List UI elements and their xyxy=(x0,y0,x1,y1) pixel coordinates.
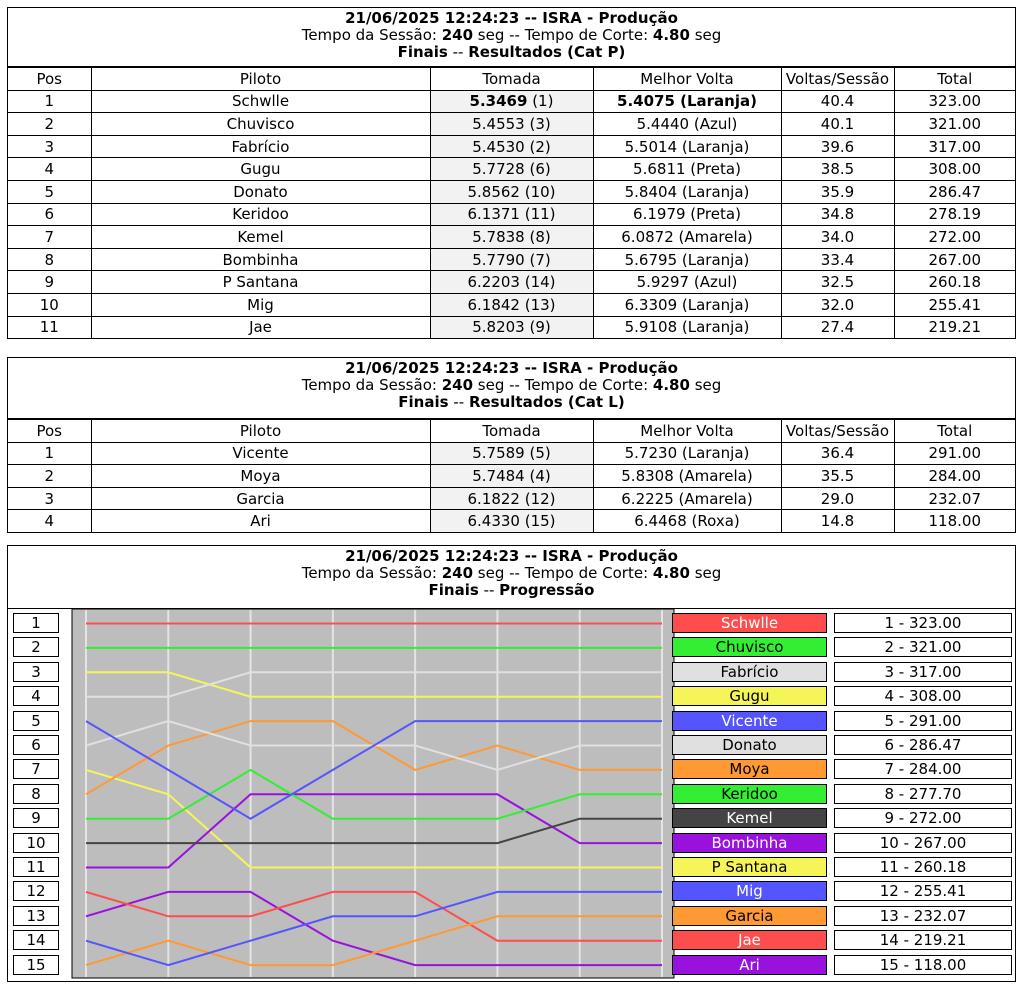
total-cell: 284.00 xyxy=(894,465,1015,488)
driver-final-total: 8 - 277.70 xyxy=(834,784,1012,804)
piloto-cell: Kemel xyxy=(91,226,430,249)
col-total-header: Total xyxy=(894,68,1015,91)
driver-name-box: Donato xyxy=(672,735,827,755)
tomada-rank: (10) xyxy=(519,182,556,201)
voltas-cell: 33.4 xyxy=(781,248,894,271)
tomada-time: 6.1822 xyxy=(467,489,520,508)
piloto-cell: Chuvisco xyxy=(91,113,430,136)
tomada-cell xyxy=(430,316,593,338)
voltas-cell: 34.0 xyxy=(781,226,894,249)
melhor-volta-cell: 6.3309 (Laranja) xyxy=(593,293,781,316)
tomada-rank: (11) xyxy=(519,205,556,224)
tomada-rank: (1) xyxy=(527,92,554,111)
results-table-cat-l xyxy=(8,419,1015,532)
tomada-cell xyxy=(430,158,593,181)
melhor-volta-cell: 5.9297 (Azul) xyxy=(593,271,781,294)
panel-subtitle: Finais -- Resultados (Cat L) xyxy=(398,393,625,411)
tomada-cell xyxy=(430,113,593,136)
panel-header xyxy=(8,8,1015,67)
melhor-volta-cell: 5.8308 (Amarela) xyxy=(593,465,781,488)
results-panel-cat-l xyxy=(7,357,1016,533)
col-tomada-header: Tomada xyxy=(430,420,593,443)
tomada-time: 5.7728 xyxy=(472,160,525,179)
melhor-volta-cell: 5.6811 (Preta) xyxy=(593,158,781,181)
voltas-cell: 35.9 xyxy=(781,180,894,203)
pos-cell: 4 xyxy=(8,510,91,532)
position-label: 9 xyxy=(13,808,59,828)
col-pos-header: Pos xyxy=(8,420,91,443)
driver-final-total: 6 - 286.47 xyxy=(834,735,1012,755)
pos-cell: 1 xyxy=(8,90,91,113)
voltas-cell: 14.8 xyxy=(781,510,894,532)
driver-final-total: 1 - 323.00 xyxy=(834,613,1012,633)
position-label: 3 xyxy=(13,662,59,682)
piloto-cell: Schwlle xyxy=(91,90,430,113)
table-row xyxy=(8,271,1015,294)
tomada-time: 5.3469 xyxy=(469,92,528,111)
session-time: 240 xyxy=(441,26,474,44)
pos-cell: 2 xyxy=(8,113,91,136)
session-info: Tempo da Sessão: 240 seg -- Tempo de Corte: 4.80 seg xyxy=(301,26,722,44)
tomada-rank: (9) xyxy=(524,318,551,337)
table-row xyxy=(8,180,1015,203)
cut-time: 4.80 xyxy=(652,26,690,44)
melhor-volta-cell: 6.2225 (Amarela) xyxy=(593,487,781,510)
total-cell: 267.00 xyxy=(894,248,1015,271)
position-label: 12 xyxy=(13,881,59,901)
driver-final-total: 9 - 272.00 xyxy=(834,808,1012,828)
voltas-cell: 36.4 xyxy=(781,442,894,465)
table-row xyxy=(8,135,1015,158)
col-tomada-header: Tomada xyxy=(430,68,593,91)
col-melhor-volta-header: Melhor Volta xyxy=(593,68,781,91)
position-label: 15 xyxy=(13,955,59,975)
total-cell: 278.19 xyxy=(894,203,1015,226)
total-cell: 118.00 xyxy=(894,510,1015,532)
total-cell: 272.00 xyxy=(894,226,1015,249)
driver-final-total: 10 - 267.00 xyxy=(834,833,1012,853)
table-row xyxy=(8,293,1015,316)
driver-name-box: Gugu xyxy=(672,686,827,706)
pos-cell: 3 xyxy=(8,135,91,158)
driver-final-total: 12 - 255.41 xyxy=(834,881,1012,901)
voltas-cell: 40.4 xyxy=(781,90,894,113)
panel-header xyxy=(8,546,1015,609)
driver-name-box: Schwlle xyxy=(672,613,827,633)
tomada-rank: (13) xyxy=(519,295,556,314)
driver-name-box: Vicente xyxy=(672,711,827,731)
driver-final-total: 2 - 321.00 xyxy=(834,637,1012,657)
tomada-cell xyxy=(430,90,593,113)
tomada-rank: (5) xyxy=(524,444,551,463)
table-row xyxy=(8,158,1015,181)
piloto-cell: Gugu xyxy=(91,158,430,181)
tomada-cell xyxy=(430,293,593,316)
pos-cell: 3 xyxy=(8,487,91,510)
voltas-cell: 38.5 xyxy=(781,158,894,181)
piloto-cell: Bombinha xyxy=(91,248,430,271)
table-row xyxy=(8,465,1015,488)
tomada-time: 6.4330 xyxy=(467,512,520,531)
total-cell: 321.00 xyxy=(894,113,1015,136)
table-row xyxy=(8,226,1015,249)
position-label: 6 xyxy=(13,735,59,755)
driver-name-box: Kemel xyxy=(672,808,827,828)
pos-cell: 5 xyxy=(8,180,91,203)
melhor-volta-cell: 5.4440 (Azul) xyxy=(593,113,781,136)
voltas-cell: 27.4 xyxy=(781,316,894,338)
tomada-cell xyxy=(430,248,593,271)
tomada-time: 5.8562 xyxy=(467,182,520,201)
tomada-cell xyxy=(430,442,593,465)
driver-final-total: 11 - 260.18 xyxy=(834,857,1012,877)
cut-time: 4.80 xyxy=(652,376,690,394)
driver-name-box: Fabrício xyxy=(672,662,827,682)
piloto-cell: Moya xyxy=(91,465,430,488)
total-cell: 291.00 xyxy=(894,442,1015,465)
cut-time: 4.80 xyxy=(652,564,690,582)
table-row xyxy=(8,113,1015,136)
tomada-time: 5.7790 xyxy=(472,250,525,269)
pos-cell: 2 xyxy=(8,465,91,488)
pos-cell: 7 xyxy=(8,226,91,249)
pos-cell: 9 xyxy=(8,271,91,294)
melhor-volta-cell: 6.1979 (Preta) xyxy=(593,203,781,226)
position-label: 8 xyxy=(13,784,59,804)
col-piloto-header: Piloto xyxy=(91,68,430,91)
table-row xyxy=(8,203,1015,226)
driver-final-total: 14 - 219.21 xyxy=(834,930,1012,950)
tomada-rank: (12) xyxy=(519,489,556,508)
tomada-time: 5.7484 xyxy=(472,466,525,485)
table-row xyxy=(8,510,1015,532)
driver-final-total: 7 - 284.00 xyxy=(834,759,1012,779)
tomada-rank: (4) xyxy=(524,466,551,485)
progression-panel xyxy=(7,545,1016,982)
melhor-volta-cell: 6.0872 (Amarela) xyxy=(593,226,781,249)
piloto-cell: Mig xyxy=(91,293,430,316)
piloto-cell: Garcia xyxy=(91,487,430,510)
tomada-rank: (3) xyxy=(524,114,551,133)
tomada-time: 5.7838 xyxy=(472,227,525,246)
tomada-cell xyxy=(430,203,593,226)
tomada-rank: (8) xyxy=(524,227,551,246)
driver-name-box: Mig xyxy=(672,881,827,901)
col-piloto-header: Piloto xyxy=(91,420,430,443)
position-label: 4 xyxy=(13,686,59,706)
tomada-cell xyxy=(430,510,593,532)
voltas-cell: 39.6 xyxy=(781,135,894,158)
tomada-cell xyxy=(430,135,593,158)
table-row xyxy=(8,316,1015,338)
table-row xyxy=(8,248,1015,271)
melhor-volta-cell: 5.8404 (Laranja) xyxy=(593,180,781,203)
piloto-cell: Fabrício xyxy=(91,135,430,158)
piloto-cell: Keridoo xyxy=(91,203,430,226)
total-cell: 232.07 xyxy=(894,487,1015,510)
piloto-cell: P Santana xyxy=(91,271,430,294)
driver-final-total: 15 - 118.00 xyxy=(834,955,1012,975)
total-cell: 323.00 xyxy=(894,90,1015,113)
pos-cell: 4 xyxy=(8,158,91,181)
position-label: 7 xyxy=(13,759,59,779)
melhor-volta-cell: 5.5014 (Laranja) xyxy=(593,135,781,158)
voltas-cell: 29.0 xyxy=(781,487,894,510)
session-info: Tempo da Sessão: 240 seg -- Tempo de Corte: 4.80 seg xyxy=(301,376,722,394)
voltas-cell: 40.1 xyxy=(781,113,894,136)
tomada-time: 5.4530 xyxy=(472,137,525,156)
tomada-time: 5.4553 xyxy=(472,114,525,133)
table-header-row xyxy=(8,420,1015,443)
piloto-cell: Vicente xyxy=(91,442,430,465)
session-time: 240 xyxy=(441,564,474,582)
tomada-rank: (14) xyxy=(519,273,556,292)
position-label: 2 xyxy=(13,637,59,657)
driver-name-box: P Santana xyxy=(672,857,827,877)
table-row xyxy=(8,90,1015,113)
session-info: Tempo da Sessão: 240 seg -- Tempo de Corte: 4.80 seg xyxy=(301,564,722,582)
pos-cell: 8 xyxy=(8,248,91,271)
col-voltas-sessao-header: Voltas/Sessão xyxy=(781,68,894,91)
melhor-volta-cell: 5.4075 (Laranja) xyxy=(593,90,781,113)
progression-area xyxy=(8,607,1015,981)
col-total-header: Total xyxy=(894,420,1015,443)
results-table-cat-p xyxy=(8,67,1015,338)
driver-name-box: Jae xyxy=(672,930,827,950)
panel-subtitle: Finais -- Resultados (Cat P) xyxy=(397,43,626,61)
total-cell: 308.00 xyxy=(894,158,1015,181)
position-label: 5 xyxy=(13,711,59,731)
driver-name-box: Chuvisco xyxy=(672,637,827,657)
col-voltas-sessao-header: Voltas/Sessão xyxy=(781,420,894,443)
tomada-cell xyxy=(430,487,593,510)
table-row xyxy=(8,487,1015,510)
tomada-rank: (2) xyxy=(524,137,551,156)
position-label: 10 xyxy=(13,833,59,853)
panel-subtitle: Finais -- Progressão xyxy=(428,581,595,599)
col-pos-header: Pos xyxy=(8,68,91,91)
tomada-cell xyxy=(430,465,593,488)
tomada-time: 6.1371 xyxy=(467,205,520,224)
driver-name-box: Garcia xyxy=(672,906,827,926)
piloto-cell: Donato xyxy=(91,180,430,203)
melhor-volta-cell: 6.4468 (Roxa) xyxy=(593,510,781,532)
melhor-volta-cell: 5.7230 (Laranja) xyxy=(593,442,781,465)
table-row xyxy=(8,442,1015,465)
tomada-time: 5.8203 xyxy=(472,318,525,337)
pos-cell: 1 xyxy=(8,442,91,465)
total-cell: 317.00 xyxy=(894,135,1015,158)
tomada-rank: (7) xyxy=(524,250,551,269)
position-label: 11 xyxy=(13,857,59,877)
tomada-cell xyxy=(430,180,593,203)
voltas-cell: 32.0 xyxy=(781,293,894,316)
position-label: 1 xyxy=(13,613,59,633)
tomada-rank: (15) xyxy=(519,512,556,531)
driver-final-total: 4 - 308.00 xyxy=(834,686,1012,706)
driver-final-total: 13 - 232.07 xyxy=(834,906,1012,926)
pos-cell: 10 xyxy=(8,293,91,316)
results-panel-cat-p xyxy=(7,7,1016,339)
panel-title: 21/06/2025 12:24:23 -- ISRA - Produção xyxy=(345,9,678,27)
pos-cell: 11 xyxy=(8,316,91,338)
tomada-cell xyxy=(430,271,593,294)
col-melhor-volta-header: Melhor Volta xyxy=(593,420,781,443)
driver-name-box: Bombinha xyxy=(672,833,827,853)
total-cell: 286.47 xyxy=(894,180,1015,203)
piloto-cell: Jae xyxy=(91,316,430,338)
tomada-cell xyxy=(430,226,593,249)
panel-title: 21/06/2025 12:24:23 -- ISRA - Produção xyxy=(345,359,678,377)
tomada-time: 5.7589 xyxy=(472,444,525,463)
driver-name-box: Moya xyxy=(672,759,827,779)
voltas-cell: 32.5 xyxy=(781,271,894,294)
total-cell: 255.41 xyxy=(894,293,1015,316)
driver-final-total: 5 - 291.00 xyxy=(834,711,1012,731)
driver-name-box: Ari xyxy=(672,955,827,975)
driver-final-total: 3 - 317.00 xyxy=(834,662,1012,682)
tomada-time: 6.2203 xyxy=(467,273,520,292)
table-header-row xyxy=(8,68,1015,91)
melhor-volta-cell: 5.9108 (Laranja) xyxy=(593,316,781,338)
piloto-cell: Ari xyxy=(91,510,430,532)
total-cell: 260.18 xyxy=(894,271,1015,294)
driver-name-box: Keridoo xyxy=(672,784,827,804)
panel-header xyxy=(8,358,1015,419)
voltas-cell: 35.5 xyxy=(781,465,894,488)
tomada-rank: (6) xyxy=(524,160,551,179)
melhor-volta-cell: 5.6795 (Laranja) xyxy=(593,248,781,271)
voltas-cell: 34.8 xyxy=(781,203,894,226)
panel-title: 21/06/2025 12:24:23 -- ISRA - Produção xyxy=(345,547,678,565)
session-time: 240 xyxy=(441,376,474,394)
position-label: 14 xyxy=(13,930,59,950)
total-cell: 219.21 xyxy=(894,316,1015,338)
position-label: 13 xyxy=(13,906,59,926)
pos-cell: 6 xyxy=(8,203,91,226)
tomada-time: 6.1842 xyxy=(467,295,520,314)
